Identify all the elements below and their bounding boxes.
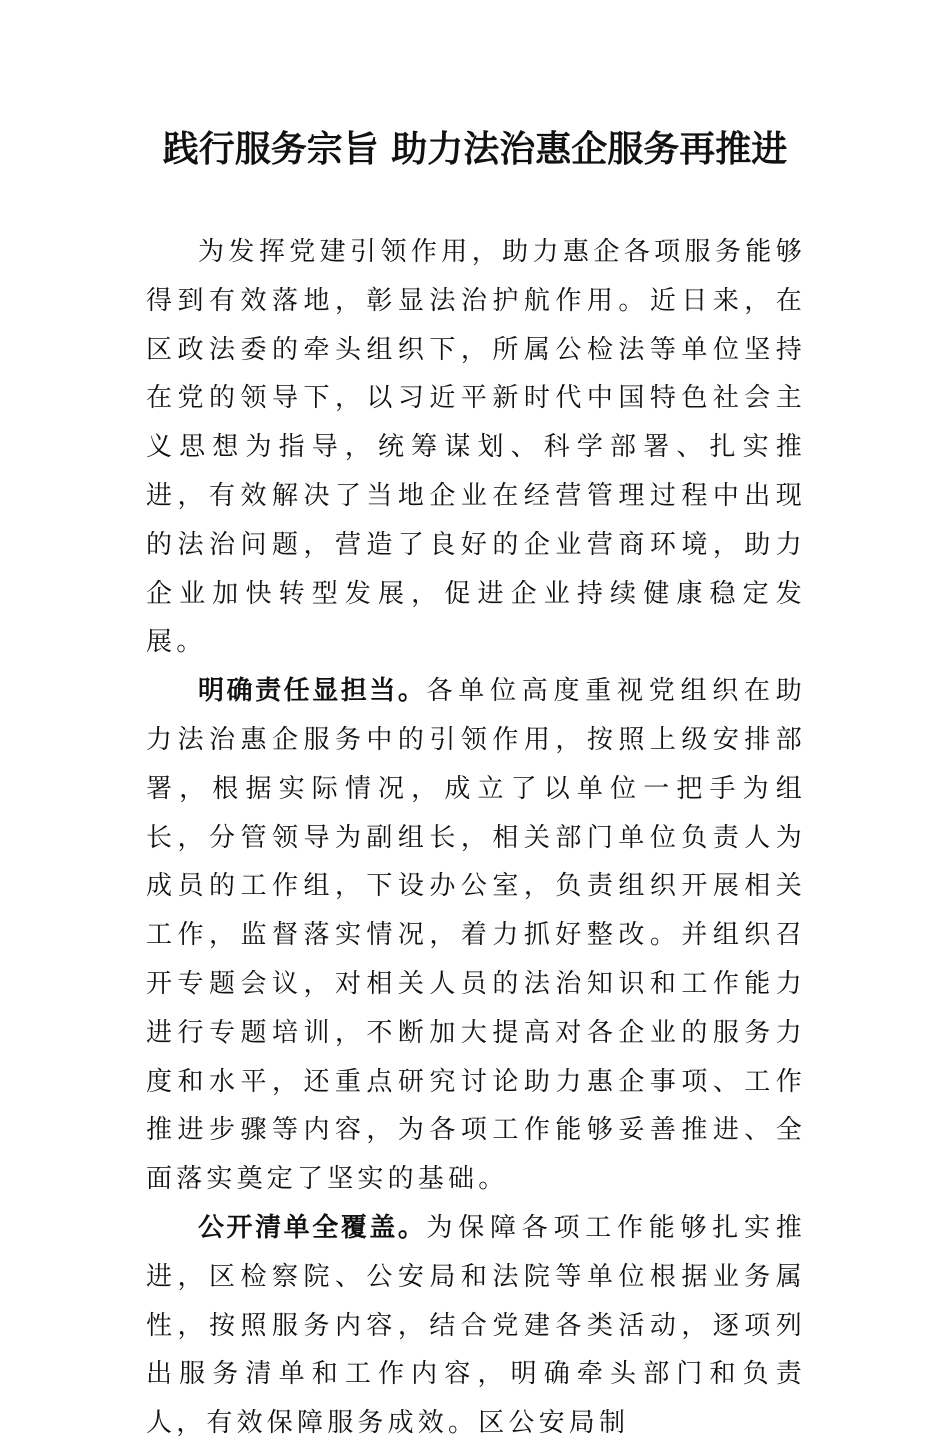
paragraph-lead: 明确责任显担当。 — [198, 676, 427, 707]
paragraph-text: 各单位高度重视党组织在助力法治惠企服务中的引领作用，按照上级安排部署，根据实际情况，成立了以单位一把手为组长，分管领导为副组长，相关部门单位负责人为成员的工作组，下设办公室，负责组织开展相关工作，监督落实情况，着力抓好整改。并组织召开专题会议，对相关人员的法治知识和工作能力进行专题培训，不断加大提高对各企业的服务力度和水平，还重点研究讨论助力惠企事项、工作推进步骤等内容，为各项工作能够妥善推进、全面落实奠定了坚实的基础。 — [146, 676, 806, 1195]
document-body — [146, 228, 806, 1448]
document-title: 践行服务宗旨 助力法治惠企服务再推进 — [162, 128, 788, 170]
paragraph-text: 为发挥党建引领作用，助力惠企各项服务能够得到有效落地，彰显法治护航作用。近日来，在区政法委的牵头组织下，所属公检法等单位坚持在党的领导下，以习近平新时代中国特色社会主义思想为指导，统筹谋划、科学部署、扎实推进，有效解决了当地企业在经营管理过程中出现的法治问题，营造了良好的企业营商环境，助力企业加快转型发展，促进企业持续健康稳定发展。 — [146, 237, 806, 658]
paragraph-text: 为保障各项工作能够扎实推进，区检察院、公安局和法院等单位根据业务属性，按照服务内容，结合党建各类活动，逐项列出服务清单和工作内容，明确牵头部门和负责人，有效保障服务成效。区公安局制 — [146, 1212, 806, 1439]
paragraph-lead: 公开清单全覆盖。 — [198, 1212, 427, 1243]
paragraph-intro — [146, 228, 806, 667]
paragraph-checklist — [146, 1204, 806, 1448]
paragraph-responsibility — [146, 667, 806, 1204]
